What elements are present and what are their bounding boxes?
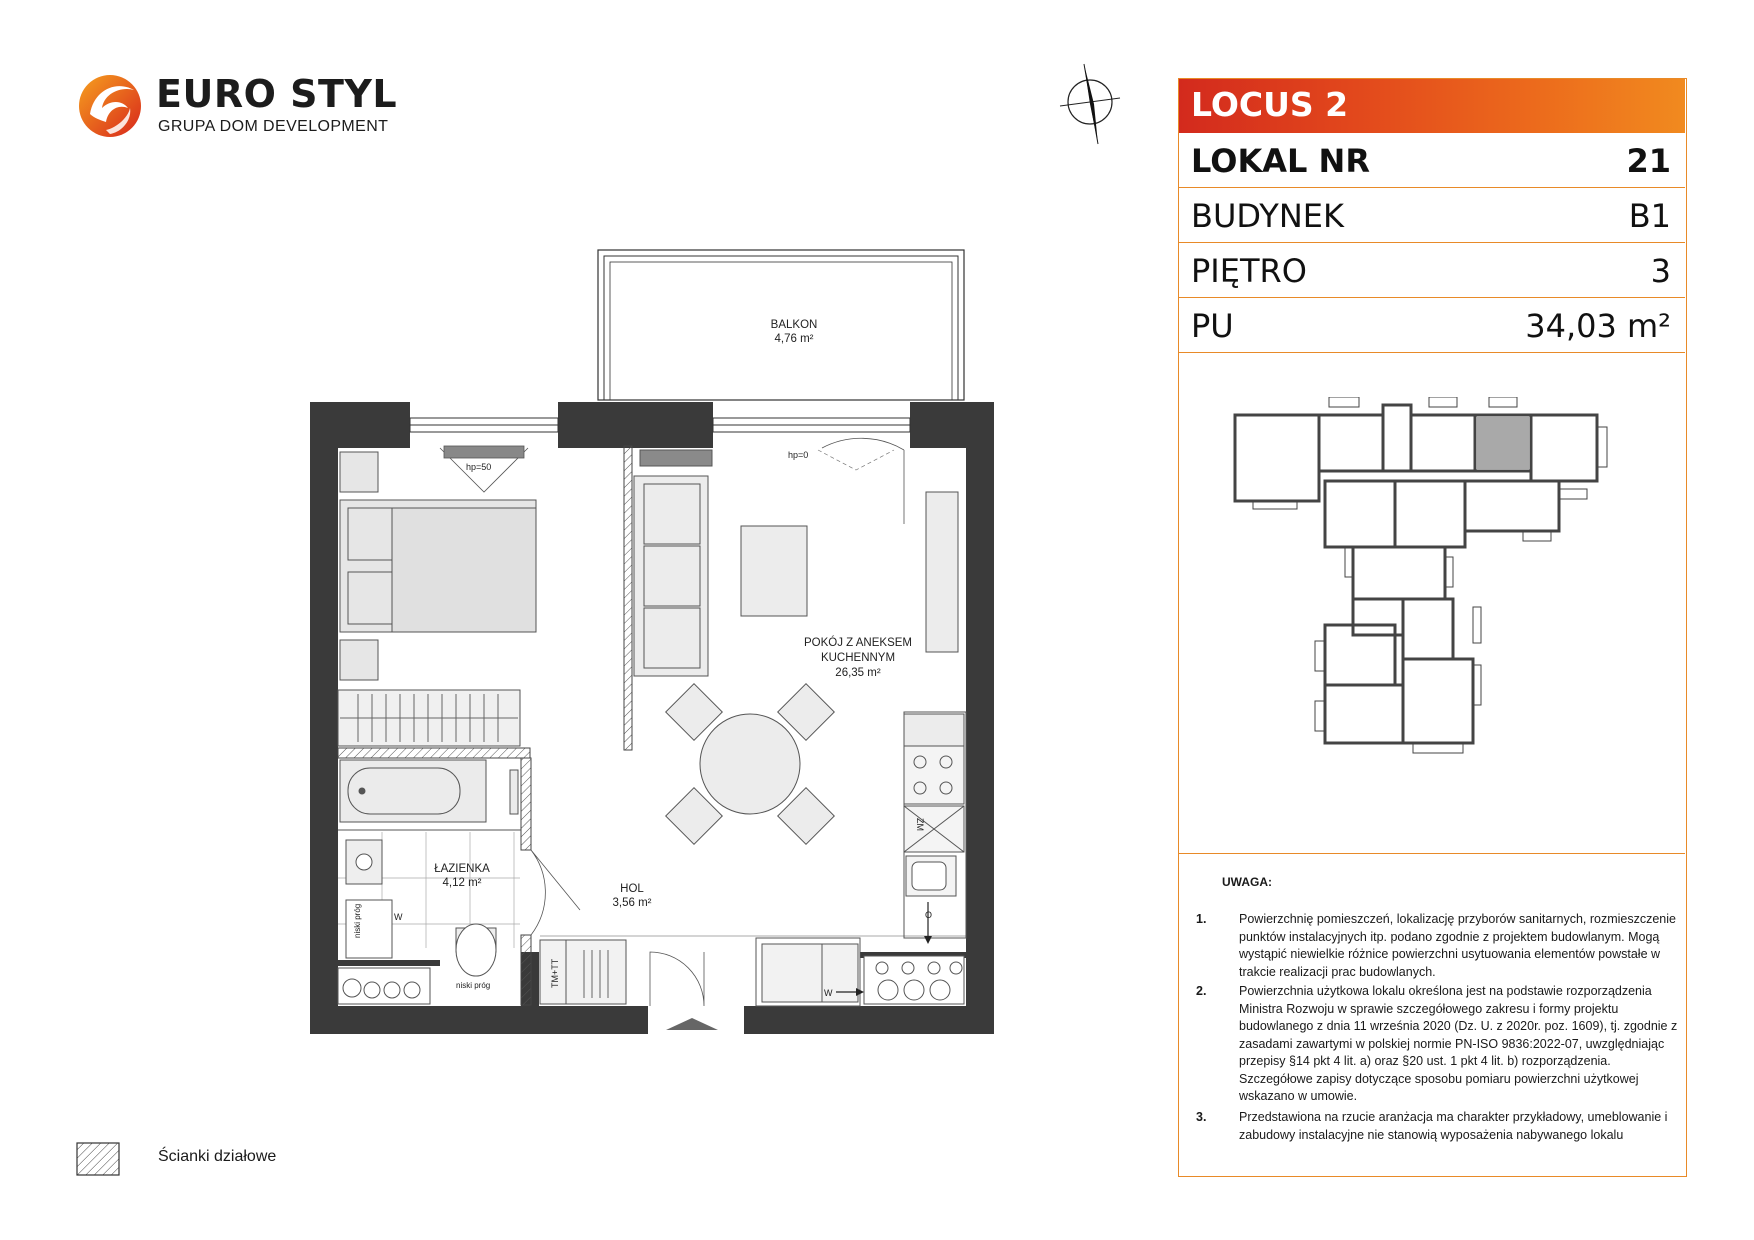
kitchen-counter (904, 714, 964, 896)
row-pu-label: PU (1191, 307, 1234, 345)
label-hp50: hp=50 (466, 462, 492, 472)
room-pokoj-name-1: POKÓJ Z ANEKSEM (804, 637, 912, 649)
label-o: O (925, 910, 933, 920)
room-lazienka-area: 4,12 m² (442, 877, 482, 889)
dining-table (666, 684, 835, 845)
row-lokal-label: LOKAL NR (1191, 142, 1370, 180)
row-pu-value: 34,03 m² (1525, 307, 1671, 345)
north-arrow-icon (1058, 60, 1128, 150)
row-pietro-value: 3 (1650, 252, 1671, 290)
row-pu (1179, 298, 1685, 353)
room-balkon-name: BALKON (770, 319, 818, 331)
tv-unit (926, 492, 958, 652)
row-budynek-label: BUDYNEK (1191, 197, 1344, 235)
hatch-pattern-icon (76, 1142, 120, 1176)
label-zm: ZM (915, 818, 925, 831)
note-text: Powierzchnię pomieszczeń, lokalizację przyborów sanitarnych, rozmieszczenie punktów instalacyjnych itp. podano zgodnie z projektem budowlanym. Mogą wystąpić niewielkie różnice powierzchni usytuowania elementów powstałe w trakcie realizacji prac budowlanych. (1239, 912, 1676, 979)
brand-subtitle: GRUPA DOM DEVELOPMENT (158, 118, 389, 135)
legend-label: Ścianki działowe (158, 1148, 277, 1165)
room-pokoj-name-2: KUCHENNYM (820, 652, 896, 664)
panel-header (1179, 79, 1685, 133)
room-pokoj-area: 26,35 m² (835, 667, 881, 679)
room-hol-area: 3,56 m² (612, 897, 652, 909)
label-niski-prog-2: niski próg (456, 981, 491, 990)
apartment-info-panel (1178, 78, 1687, 1177)
wardrobe (338, 690, 520, 746)
bathtub (340, 760, 518, 822)
room-hol-name: HOL (620, 883, 644, 895)
room-balkon-area: 4,76 m² (774, 333, 814, 345)
row-budynek-value: B1 (1628, 197, 1671, 235)
company-logo (76, 70, 398, 140)
row-pietro-label: PIĘTRO (1191, 252, 1307, 290)
note-text: Przedstawiona na rzucie aranżacja ma charakter przykładowy, umeblowanie i zabudowy instalacyjne nie stanowią wyposażenia nabywanego lokalu (1239, 1110, 1668, 1142)
note-number: 1. (1196, 912, 1207, 926)
brand-name: EURO STYL (156, 72, 398, 116)
floor-plan (300, 240, 1000, 1040)
flame-logo-icon (76, 70, 146, 140)
row-pietro (1179, 243, 1685, 298)
label-niski-prog-1: niski próg (353, 903, 362, 938)
room-lazienka-name: ŁAZIENKA (434, 863, 490, 875)
note-number: 2. (1196, 984, 1207, 998)
stove (864, 956, 964, 1004)
bed (340, 452, 536, 680)
coffee-table (741, 526, 807, 616)
toilet (456, 924, 496, 976)
note-text: Powierzchnia użytkowa lokalu określona jest na podstawie rozporządzenia Ministra Rozwoju w sprawie szczegółowego zakresu i formy projektu budowlanego z dnia 11 września 2020 (Dz. U. z 2020r. poz. 1609), tj. zgodnie z zasadami zawartymi w polskiej normie PN-ISO 9836:2022-07, uwzględniając przepisy §14 pkt 4 lit. a) oraz §20 ust. 1 pkt 4 lit. b) rozporządzenia. Szczegółowe zapisy dotyczące sposobu pomiaru powierzchni użytkowej wskazano w umowie. (1239, 984, 1678, 1103)
washbasin (346, 840, 382, 884)
building-key-plan (1233, 397, 1633, 817)
highlighted-unit (1477, 417, 1529, 469)
note-number: 3. (1196, 1110, 1207, 1124)
notes-title: UWAGA: (1222, 875, 1272, 889)
row-lokal-value: 21 (1626, 142, 1671, 180)
label-w-1: W (394, 912, 403, 922)
storage-unit (338, 968, 430, 1004)
row-lokal (1179, 133, 1685, 188)
sofa (634, 450, 712, 676)
label-tmtt: TM+TT (550, 958, 560, 988)
notes-divider (1179, 853, 1685, 854)
project-name: LOCUS 2 (1191, 85, 1349, 124)
label-hp0: hp=0 (788, 450, 809, 460)
row-budynek (1179, 188, 1685, 243)
label-w-2: W (824, 988, 833, 998)
